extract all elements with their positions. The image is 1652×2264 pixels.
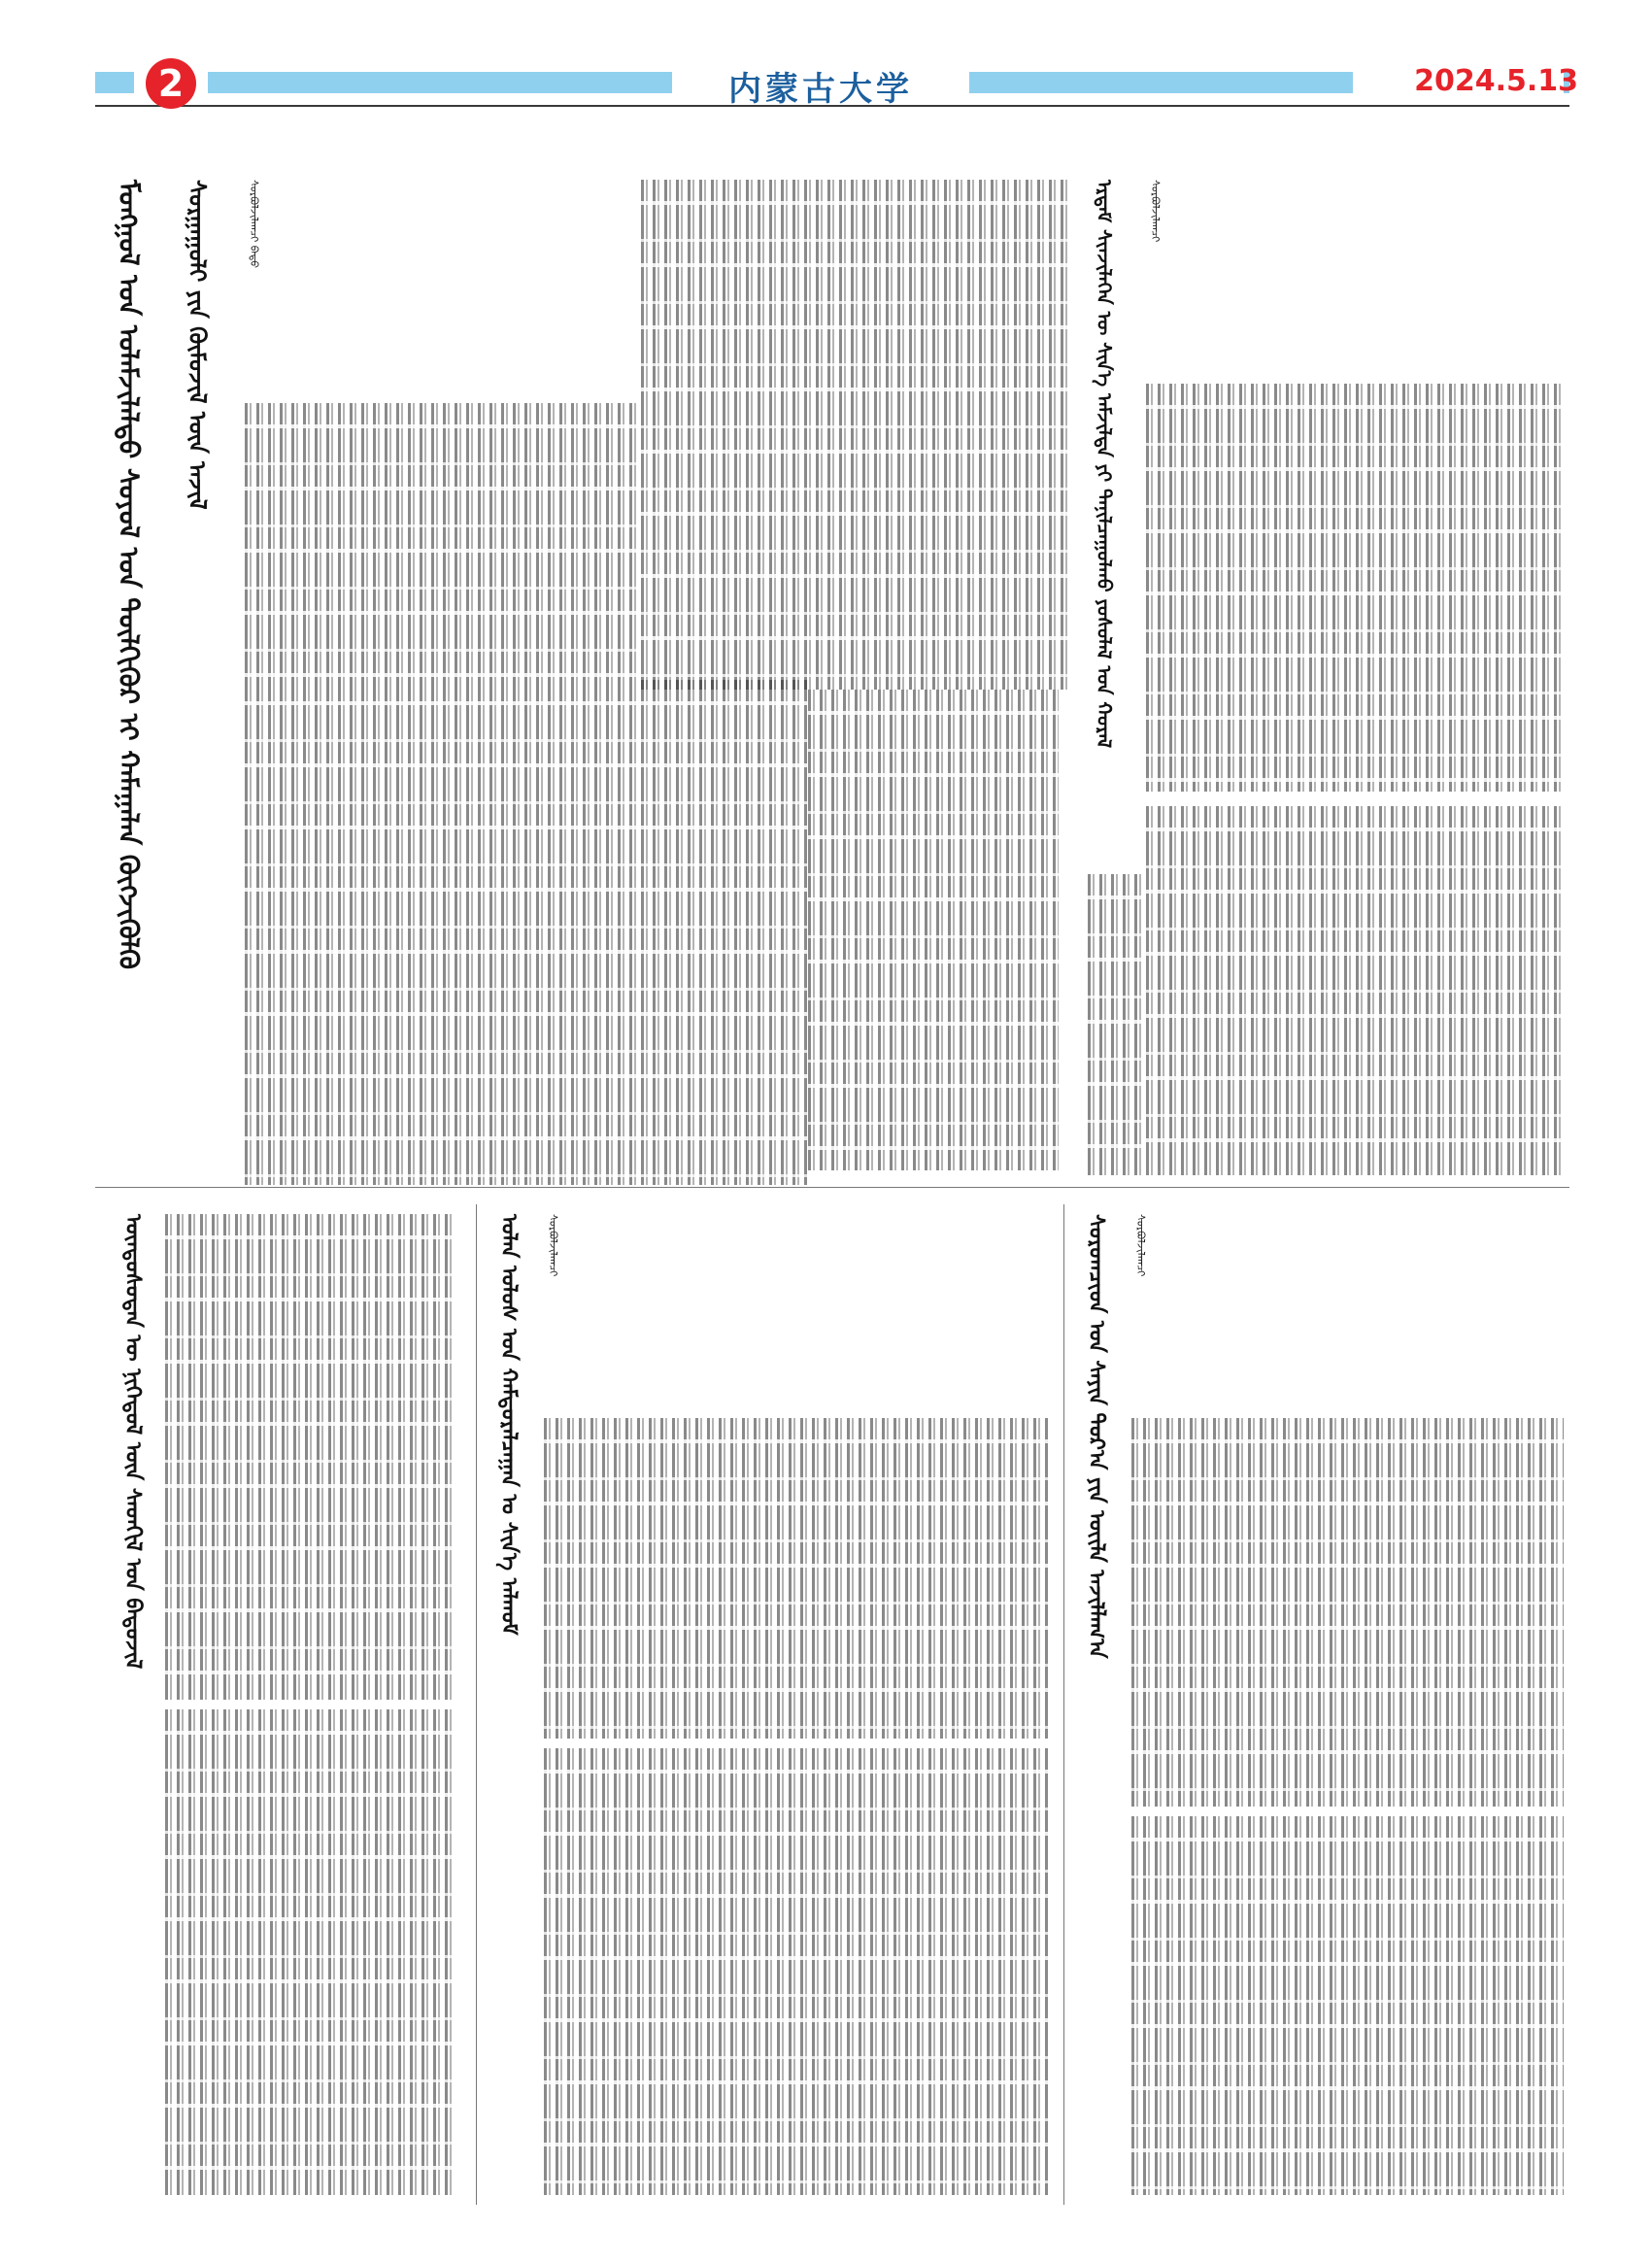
article-headline: ᠦᠨᠳᠦᠰᠦᠲᠡᠨ ᠦ ᠨᠢᠭᠡᠳᠦᠯ ᠦᠨ ᠰᠡᠳᠬᠢᠯ ᠤᠨ ᠪᠠᠲᠤᠵᠢᠯ [120,1214,146,1670]
article-headline: ᠡᠷᠳᠡᠮ ᠰᠢᠨᠵᠢᠯᠡᠭᠡᠨ ᠦ ᠰᠢᠨ᠎ᠡ ᠠᠮᠵᠢᠯᠲᠠ ᠶᠢ ᠲᠠᠨᠢᠯᠴᠠᠭᠤᠯᠬᠤ ᠶᠣᠰᠣᠯᠠᠯ ᠤᠨ ᠬᠤᠷᠠᠯ [1093,180,1116,749]
article-body-text [1131,1418,1564,1807]
article-byline: ᠰᠤᠷᠪᠤᠯᠵᠢᠯᠠᠭᠴᠢ [547,1214,559,1277]
section-divider [95,1187,1569,1188]
masthead [0,0,1652,117]
article-body-text [1146,384,1564,792]
article-body-text [165,1709,456,2195]
article-body-text [165,1214,456,1700]
masthead-bar-mid-left [208,72,672,93]
publication-name: 内蒙古大学 [728,70,913,109]
article-byline: ᠰᠤᠷᠪᠤᠯᠵᠢᠯᠠᠭᠴᠢ [1149,180,1162,243]
article-headline: ᠣᠯᠠᠨ ᠤᠯᠤᠰ ᠤᠨ ᠬᠠᠮᠲᠤᠷᠠᠯᠴᠠᠭᠠᠨ ᠤ ᠰᠢᠨ᠎ᠡ ᠠᠯᠬᠤᠮ [496,1214,522,1636]
masthead-bar-left [95,72,134,93]
article-body-text [245,680,808,1185]
article-body-text [808,690,1059,1170]
article-body-text [641,180,1068,690]
issue-date: 2024.5.13 [1414,64,1578,98]
article-headline: ᠰᠤᠷᠤᠭᠴᠢᠳ ᠤᠨ ᠰᠠᠶᠢᠨ ᠳᠤᠷ᠎ᠠ ᠶᠢᠨ ᠦᠢᠯᠡ ᠠᠵᠢᠯᠯᠠᠭ᠎ᠠ [1084,1214,1109,1659]
page-number-badge: 2 [146,58,196,109]
masthead-bar-mid-right [969,72,1353,93]
article-body-text [1146,806,1564,1175]
article-body-text [544,1418,1049,1739]
article-body-text [1131,1816,1564,2195]
article-body-text [544,1748,1049,2195]
column-divider [476,1204,477,2205]
article-headline-secondary: ᠰᠤᠷᠭᠠᠭᠤᠯᠢ ᠶᠢᠨ ᠬᠦᠮᠦᠵᠢᠯ ᠦᠨ ᠠᠵᠢᠯ [184,180,212,510]
article-headline: ᠮᠣᠩᠭᠣᠯ ᠤᠨ ᠤᠯᠠᠮᠵᠢᠯᠠᠯᠳᠤ ᠰᠣᠶᠣᠯ ᠤᠨ ᠲᠦᠯᠬᠢᠭᠦᠷ ᠢ ᠬᠠᠮᠠᠭᠠᠯᠠᠨ ᠬᠥᠭᠵᠢᠭᠦᠯᠬᠦ [113,180,145,970]
article-body-text [245,403,641,680]
article-body-text [1088,874,1141,1175]
article-byline: ᠰᠤᠷᠪᠤᠯᠵᠢᠯᠠᠭᠴᠢ ᠪᠠᠲᠦ [248,180,260,268]
article-byline: ᠰᠤᠷᠪᠤᠯᠵᠢᠯᠠᠭᠴᠢ [1134,1214,1147,1277]
column-divider [1063,1204,1064,2205]
